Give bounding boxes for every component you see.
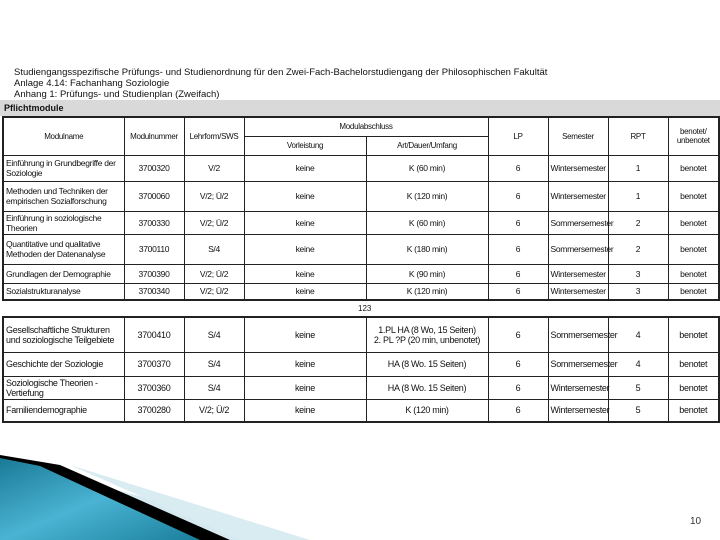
cell-benotet bbox=[668, 234, 719, 264]
cell-text: 3700370 bbox=[137, 359, 171, 369]
cell-nr bbox=[124, 234, 184, 264]
cell-text: 6 bbox=[515, 268, 521, 279]
cell-text: benotet bbox=[680, 244, 707, 254]
cell-rpt bbox=[608, 234, 668, 264]
cell-text: benotet bbox=[679, 359, 708, 369]
table-row bbox=[3, 211, 719, 234]
cell-rpt bbox=[608, 376, 668, 399]
cell-art bbox=[366, 283, 488, 300]
cell-text: 6 bbox=[515, 382, 521, 393]
cell-text: K (60 min) bbox=[408, 163, 446, 173]
cell-rpt bbox=[608, 283, 668, 300]
cell-semester bbox=[548, 264, 608, 283]
table-row bbox=[3, 264, 719, 283]
cell-art bbox=[366, 211, 488, 234]
cell-lehrform bbox=[184, 234, 244, 264]
cell-text: S/4 bbox=[207, 382, 221, 393]
cell-art bbox=[366, 264, 488, 283]
document-header bbox=[14, 67, 547, 100]
cell-text: 6 bbox=[515, 405, 521, 416]
cell-nr bbox=[124, 264, 184, 283]
cell-text: V/2; Ü/2 bbox=[199, 268, 229, 279]
header-line-3: Anhang 1: Prüfungs- und Studienplan (Zweifach) bbox=[14, 89, 220, 100]
header-line-1: Studiengangsspezifische Prüfungs- und Studienordnung für den Zwei-Fach-Bachelorstudiengang der Philosophischen Fakultät bbox=[14, 67, 548, 78]
cell-text: S/4 bbox=[207, 329, 221, 340]
cell-text: 2 bbox=[635, 217, 641, 228]
cell-rpt bbox=[608, 155, 668, 181]
cell-lp bbox=[488, 317, 548, 352]
cell-lp bbox=[488, 376, 548, 399]
cell-text: 3700390 bbox=[138, 268, 170, 279]
cell-lehrform bbox=[184, 264, 244, 283]
cell-text: keine bbox=[294, 359, 316, 369]
cell-lehrform bbox=[184, 376, 244, 399]
cell-text: keine bbox=[295, 286, 315, 297]
cell-lp bbox=[488, 352, 548, 376]
slide-decoration-swoosh bbox=[0, 430, 720, 540]
cell-vorleistung bbox=[244, 181, 366, 211]
cell-text: benotet bbox=[680, 268, 707, 279]
cell-text: 3700330 bbox=[138, 217, 170, 228]
col-art: Art/Dauer/Umfang bbox=[366, 136, 488, 155]
cell-name bbox=[3, 181, 124, 211]
cell-text: 6 bbox=[515, 244, 521, 254]
cell-lp bbox=[488, 234, 548, 264]
cell-text: K (120 min) bbox=[406, 191, 448, 201]
table-row bbox=[3, 155, 719, 181]
cell-name bbox=[3, 264, 124, 283]
cell-nr bbox=[124, 376, 184, 399]
cell-text: benotet bbox=[680, 217, 707, 228]
cell-text: 3700410 bbox=[137, 329, 171, 340]
cell-text: 3 bbox=[635, 268, 641, 279]
cell-nr bbox=[124, 155, 184, 181]
cell-text: Wintersemester bbox=[550, 191, 606, 201]
cell-text: keine bbox=[294, 405, 316, 416]
cell-lp bbox=[488, 399, 548, 422]
col-modulname: Modulname bbox=[3, 117, 124, 155]
cell-semester bbox=[548, 181, 608, 211]
cell-rpt bbox=[608, 399, 668, 422]
table-row bbox=[3, 376, 719, 399]
cell-text: 3 bbox=[635, 286, 641, 297]
cell-text: benotet bbox=[680, 163, 707, 173]
cell-text: Sommersemester bbox=[550, 244, 614, 254]
cell-text: K (90 min) bbox=[408, 268, 446, 279]
cell-name bbox=[3, 352, 124, 376]
cell-rpt bbox=[608, 264, 668, 283]
cell-text: 2 bbox=[635, 244, 641, 254]
table-row bbox=[3, 352, 719, 376]
col-lehrform: Lehrform/SWS bbox=[184, 117, 244, 155]
cell-text: Grundlagen der Demographie bbox=[6, 268, 111, 279]
cell-text: Quantitative und qualitative Methoden der Datenanalyse bbox=[6, 239, 106, 259]
cell-text: Wintersemester bbox=[550, 382, 610, 393]
cell-art bbox=[366, 317, 488, 352]
cell-semester bbox=[548, 155, 608, 181]
cell-text: V/2; Ü/2 bbox=[199, 286, 229, 297]
cell-text: 5 bbox=[635, 382, 641, 393]
cell-name bbox=[3, 376, 124, 399]
modules-table-1 bbox=[2, 116, 720, 301]
page-number: 10 bbox=[690, 516, 702, 527]
cell-text: 4 bbox=[635, 359, 641, 369]
cell-text: Wintersemester bbox=[550, 268, 606, 279]
col-lp: LP bbox=[488, 117, 548, 155]
cell-art bbox=[366, 155, 488, 181]
cell-text: keine bbox=[294, 382, 316, 393]
col-modulnummer: Modulnummer bbox=[124, 117, 184, 155]
cell-nr bbox=[124, 352, 184, 376]
cell-benotet bbox=[668, 283, 719, 300]
cell-text: 3700340 bbox=[138, 286, 170, 297]
table-row bbox=[3, 283, 719, 300]
table-row bbox=[3, 399, 719, 422]
cell-text: S/4 bbox=[208, 244, 220, 254]
cell-nr bbox=[124, 317, 184, 352]
cell-benotet bbox=[668, 155, 719, 181]
col-benotet: benotet/ unbenotet bbox=[668, 117, 719, 155]
cell-text: 1.PL HA (8 Wo, 15 Seiten) bbox=[378, 324, 476, 335]
table-row bbox=[3, 234, 719, 264]
cell-text: 6 bbox=[515, 286, 521, 297]
cell-name bbox=[3, 317, 124, 352]
cell-text: keine bbox=[295, 268, 315, 279]
cell-text: K (120 min) bbox=[406, 286, 448, 297]
cell-text: V/2; Ü/2 bbox=[198, 405, 230, 416]
cell-lp bbox=[488, 283, 548, 300]
cell-text: Sommersemester bbox=[550, 329, 618, 340]
cell-text: benotet bbox=[679, 329, 708, 340]
cell-lehrform bbox=[184, 317, 244, 352]
cell-text: HA (8 Wo. 15 Seiten) bbox=[387, 359, 467, 369]
cell-text: Soziologische Theorien - Vertiefung bbox=[6, 377, 98, 398]
cell-vorleistung bbox=[244, 211, 366, 234]
cell-benotet bbox=[668, 317, 719, 352]
cell-nr bbox=[124, 181, 184, 211]
cell-text: benotet bbox=[680, 286, 707, 297]
cell-nr bbox=[124, 211, 184, 234]
cell-text: 6 bbox=[515, 191, 521, 201]
header-line-2: Anlage 4.14: Fachanhang Soziologie bbox=[14, 78, 170, 89]
cell-text: Geschichte der Soziologie bbox=[6, 359, 104, 369]
section-bar bbox=[0, 100, 720, 116]
cell-benotet bbox=[668, 211, 719, 234]
cell-text: benotet bbox=[679, 382, 708, 393]
cell-name bbox=[3, 234, 124, 264]
cell-lehrform bbox=[184, 181, 244, 211]
cell-art bbox=[366, 399, 488, 422]
cell-art bbox=[366, 234, 488, 264]
cell-vorleistung bbox=[244, 399, 366, 422]
cell-text: Sommersemester bbox=[550, 217, 614, 228]
cell-benotet bbox=[668, 399, 719, 422]
cell-lehrform bbox=[184, 352, 244, 376]
cell-text: Wintersemester bbox=[550, 163, 606, 173]
cell-vorleistung bbox=[244, 317, 366, 352]
cell-text: 3700360 bbox=[137, 382, 171, 393]
cell-lp bbox=[488, 155, 548, 181]
cell-text: Methoden und Techniken der empirischen Sozialforschung bbox=[6, 186, 108, 206]
cell-text: 5 bbox=[635, 405, 641, 416]
cell-text: Wintersemester bbox=[550, 286, 606, 297]
cell-text: Wintersemester bbox=[550, 405, 610, 416]
modules-table-2 bbox=[2, 316, 720, 423]
cell-text: 2. PL ?P (20 min, unbenotet) bbox=[373, 334, 481, 345]
cell-text: keine bbox=[295, 191, 315, 201]
cell-text: Gesellschaftliche Strukturen und soziologische Teilgebiete bbox=[6, 324, 115, 345]
cell-text: Sommersemester bbox=[550, 359, 618, 369]
cell-text: 1 bbox=[635, 163, 641, 173]
cell-text: keine bbox=[295, 163, 315, 173]
col-rpt: RPT bbox=[608, 117, 668, 155]
cell-text: V/2; Ü/2 bbox=[199, 217, 229, 228]
cell-semester bbox=[548, 399, 608, 422]
cell-text: Familiendemographie bbox=[6, 405, 87, 416]
cell-semester bbox=[548, 376, 608, 399]
cell-text: Sozialstrukturanalyse bbox=[6, 286, 81, 297]
cell-text: K (60 min) bbox=[408, 217, 446, 228]
cell-text: benotet bbox=[679, 405, 708, 416]
separator-text: 123 bbox=[358, 304, 372, 313]
cell-semester bbox=[548, 283, 608, 300]
cell-text: 3700280 bbox=[137, 405, 171, 416]
cell-text: 6 bbox=[515, 329, 521, 340]
cell-text: V/2 bbox=[208, 163, 220, 173]
cell-vorleistung bbox=[244, 155, 366, 181]
cell-text: keine bbox=[295, 217, 315, 228]
cell-vorleistung bbox=[244, 283, 366, 300]
cell-text: 3700110 bbox=[138, 244, 170, 254]
cell-lehrform bbox=[184, 399, 244, 422]
cell-text: Einführung in Grundbegriffe der Soziologie bbox=[6, 158, 116, 178]
cell-lp bbox=[488, 211, 548, 234]
cell-text: 6 bbox=[515, 359, 521, 369]
cell-text: K (180 min) bbox=[406, 244, 448, 254]
cell-name bbox=[3, 399, 124, 422]
cell-text: S/4 bbox=[207, 359, 221, 369]
section-title: Pflichtmodule bbox=[4, 103, 64, 113]
cell-text: keine bbox=[294, 329, 316, 340]
cell-name bbox=[3, 155, 124, 181]
cell-rpt bbox=[608, 211, 668, 234]
cell-name bbox=[3, 211, 124, 234]
cell-semester bbox=[548, 234, 614, 264]
cell-benotet bbox=[668, 376, 719, 399]
cell-lp bbox=[488, 181, 548, 211]
table-row bbox=[3, 181, 719, 211]
cell-text: 6 bbox=[515, 163, 521, 173]
cell-nr bbox=[124, 283, 184, 300]
cell-art bbox=[366, 181, 488, 211]
col-semester: Semester bbox=[548, 117, 608, 155]
cell-art bbox=[366, 352, 488, 376]
table-row bbox=[3, 317, 719, 352]
cell-lehrform bbox=[184, 211, 244, 234]
col-vorleistung: Vorleistung bbox=[244, 136, 366, 155]
cell-benotet bbox=[668, 181, 719, 211]
cell-text: K (120 min) bbox=[405, 405, 449, 416]
cell-semester bbox=[548, 317, 618, 352]
cell-text: benotet bbox=[680, 191, 707, 201]
cell-semester bbox=[548, 211, 614, 234]
cell-vorleistung bbox=[244, 352, 366, 376]
cell-text: HA (8 Wo. 15 Seiten) bbox=[387, 382, 467, 393]
cell-text: 3700060 bbox=[138, 191, 170, 201]
cell-text: 1 bbox=[635, 191, 641, 201]
cell-art bbox=[366, 376, 488, 399]
cell-text: Einführung in soziologische Theorien bbox=[6, 212, 102, 233]
cell-lehrform bbox=[184, 283, 244, 300]
cell-lp bbox=[488, 264, 548, 283]
cell-text: V/2; Ü/2 bbox=[199, 191, 229, 201]
cell-vorleistung bbox=[244, 376, 366, 399]
cell-name bbox=[3, 283, 124, 300]
cell-vorleistung bbox=[244, 234, 366, 264]
cell-text: 4 bbox=[635, 329, 641, 340]
cell-benotet bbox=[668, 264, 719, 283]
cell-benotet bbox=[668, 352, 719, 376]
cell-rpt bbox=[608, 181, 668, 211]
cell-vorleistung bbox=[244, 264, 366, 283]
cell-nr bbox=[124, 399, 184, 422]
cell-lehrform bbox=[184, 155, 244, 181]
col-modulabschluss: Modulabschluss bbox=[244, 117, 488, 136]
cell-text: 6 bbox=[515, 217, 521, 228]
cell-text: 3700320 bbox=[138, 163, 170, 173]
cell-text: keine bbox=[295, 244, 315, 254]
cell-semester bbox=[548, 352, 618, 376]
